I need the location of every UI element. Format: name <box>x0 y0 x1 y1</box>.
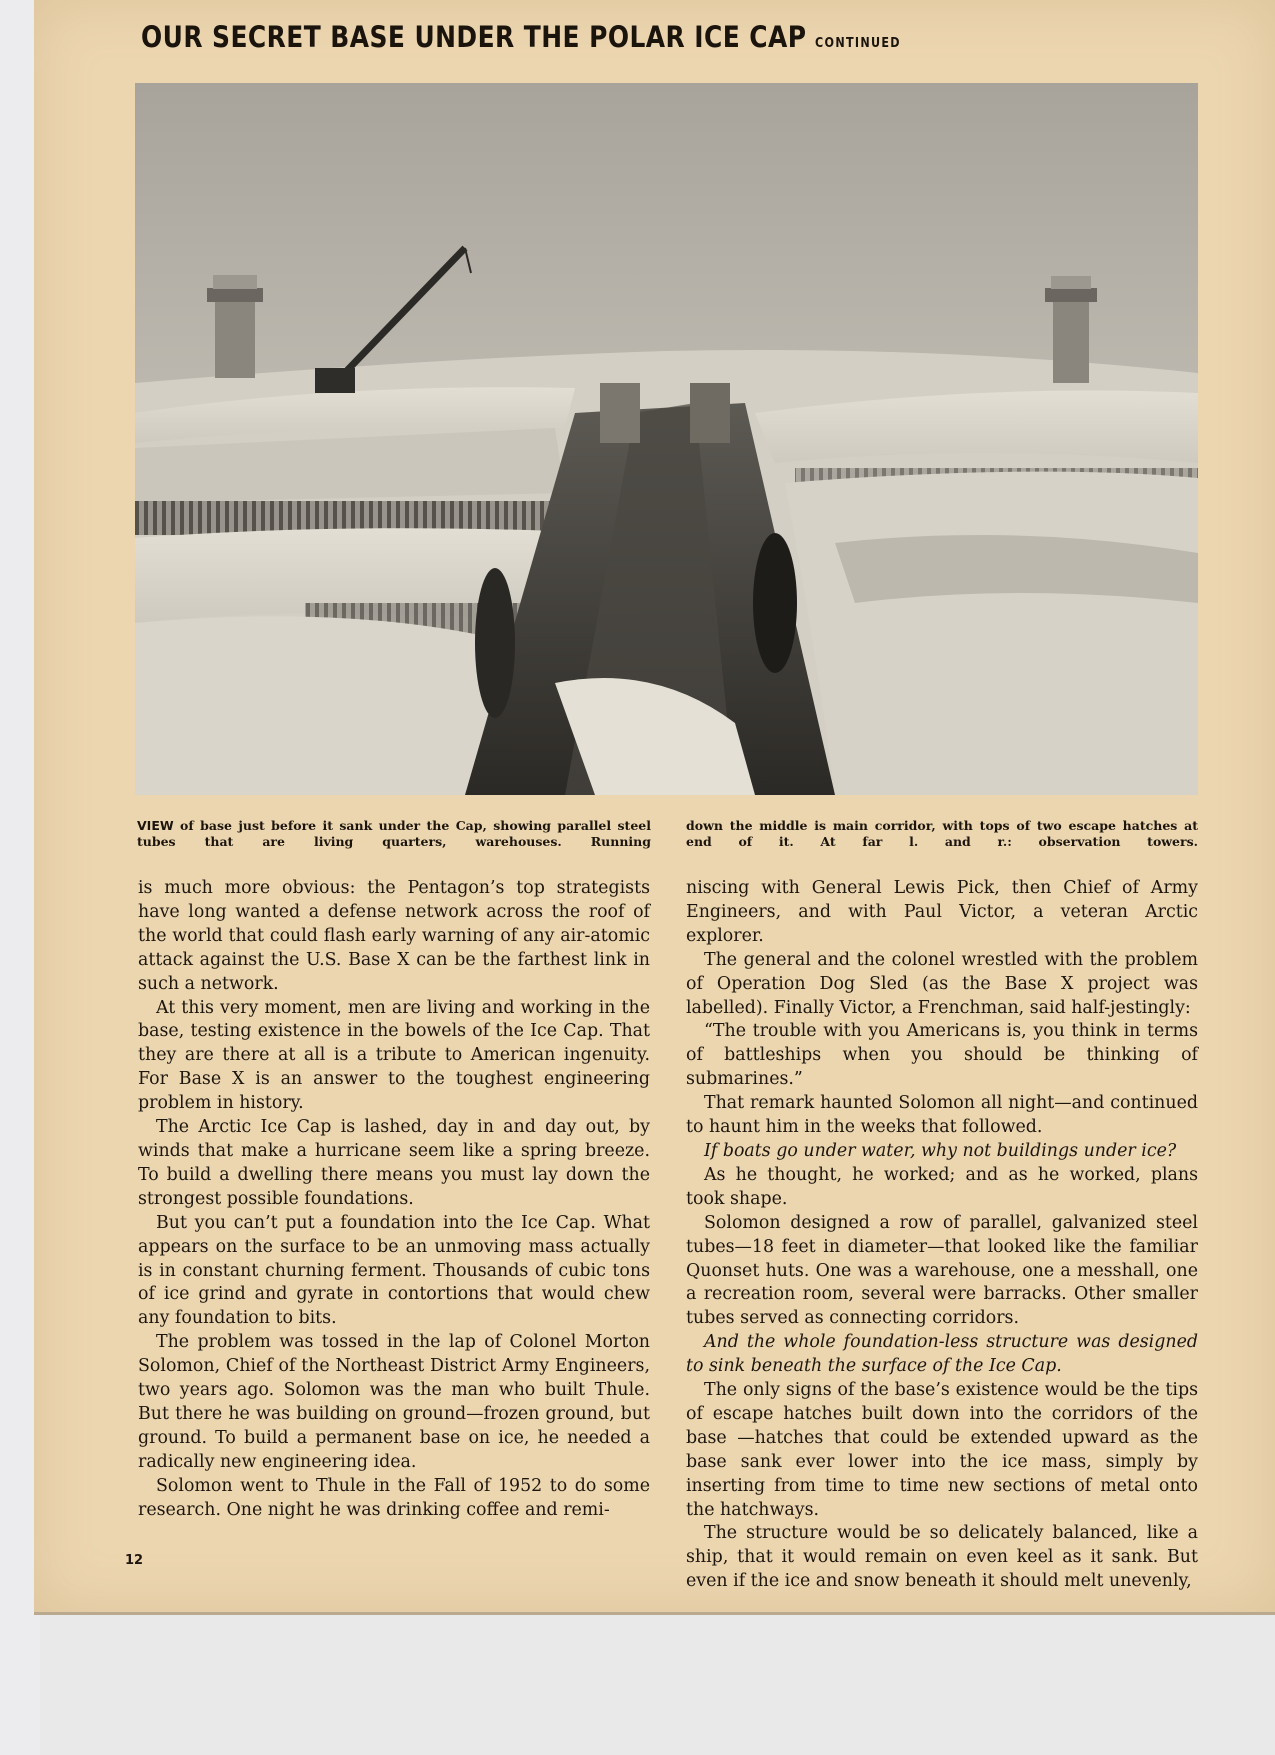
italic-paragraph: And the whole foundation-less structure was designed to sink beneath the surface of the Ice Cap. <box>686 1332 1198 1377</box>
paragraph: Solomon went to Thule in the Fall of 1952 to do some research. One night he was drinking coffee and remi- <box>138 1475 650 1520</box>
paragraph: niscing with General Lewis Pick, then Chief of Army Engineers, and with Paul Victor, a veteran Arctic explorer. <box>686 878 1198 946</box>
left-column <box>138 877 650 1522</box>
paragraph: The problem was tossed in the lap of Colonel Morton Solomon, Chief of the Northeast District Army Engineers, two years ago. Solomon was the man who built Thule. But there he was building on ground—frozen ground, but ground. To build a permanent base on ice, he needed a radically new engineering idea. <box>138 1332 650 1472</box>
page-number: 12 <box>125 1553 144 1568</box>
photo-illustration <box>135 83 1198 795</box>
paragraph: At this very moment, men are living and working in the base, testing existence in the bowels of the Ice Cap. That they are there at all is a tribute to American ingenuity. For Base X is an answer to the toughest engineering problem in history. <box>138 997 650 1114</box>
caption-lead: VIEW <box>137 818 174 833</box>
article-headline <box>141 20 1001 54</box>
paragraph: The Arctic Ice Cap is lashed, day in and day out, by winds that make a hurricane seem like a spring breeze. To build a dwelling there means you must lay down the strongest possible foundations. <box>138 1117 650 1209</box>
paragraph: That remark haunted Solomon all night—and continued to haunt him in the weeks that followed. <box>686 1093 1198 1138</box>
paragraph: But you can’t put a foundation into the Ice Cap. What appears on the surface to be an unmoving mass actually is in constant churning ferment. Thousands of cubic tons of ice grind and gyrate in contortions that would chew any foundation to bits. <box>138 1212 650 1329</box>
italic-paragraph: If boats go under water, why not buildings under ice? <box>704 1140 1177 1161</box>
paragraph: is much more obvious: the Pentagon’s top strategists have long wanted a defense network across the roof of the world that could flash early warning of any air-atomic attack against the U.S. Base X can be the farthest link in such a network. <box>138 878 650 994</box>
headline-continued: CONTINUED <box>815 36 901 51</box>
headline-title: OUR SECRET BASE UNDER THE POLAR ICE CAP <box>141 20 807 54</box>
paragraph: As he thought, he worked; and as he worked, plans took shape. <box>686 1164 1198 1209</box>
caption-left-text: of base just before it sank under the Cap, showing parallel steel tubes that are living quarters, warehouses. Running <box>137 818 651 849</box>
paragraph: “The trouble with you Americans is, you think in terms of battleships when you should be thinking of submarines.” <box>686 1021 1198 1090</box>
photo-caption-left <box>137 818 651 850</box>
paragraph: The only signs of the base’s existence would be the tips of escape hatches built down into the corridors of the base —hatches that could be extended upward as the base sank ever lower into the ice mass, simply by inserting from time to time new sections of metal onto the hatchways. <box>686 1380 1198 1520</box>
photo-caption-right: down the middle is main corridor, with tops of two escape hatches at end of it. At far l. and r.: observation towers. <box>686 818 1198 849</box>
paragraph: The structure would be so delicately balanced, like a ship, that it would remain on even keel as it sank. But even if the ice and snow beneath it should melt unevenly, <box>686 1523 1198 1592</box>
paragraph: Solomon designed a row of parallel, galvanized steel tubes—18 feet in diameter—that looked like the familiar Quonset huts. One was a warehouse, one a messhall, one a recreation room, several were barracks. Other smaller tubes served as connecting corridors. <box>686 1212 1198 1329</box>
base-photograph <box>135 83 1198 795</box>
paragraph: The general and the colonel wrestled with the problem of Operation Dog Sled (as the Base X project was labelled). Finally Victor, a Frenchman, said half-jestingly: <box>686 949 1198 1018</box>
right-column <box>686 877 1198 1594</box>
